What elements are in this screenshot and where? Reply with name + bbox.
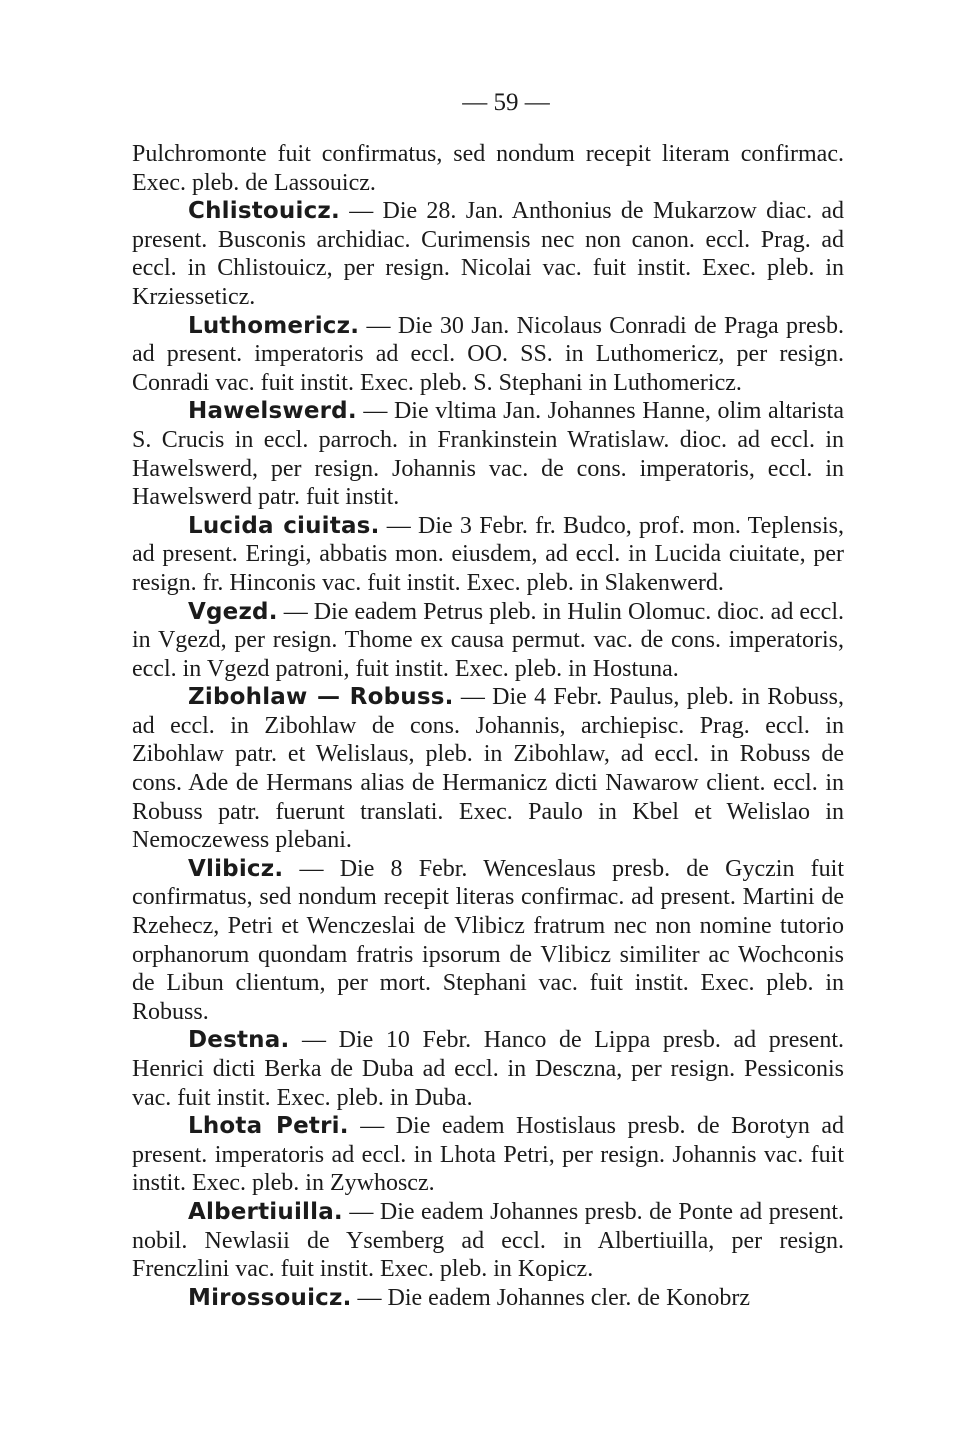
entry-vlibicz bbox=[132, 855, 844, 1027]
entry-continuation bbox=[132, 140, 844, 197]
entry-mirossouicz bbox=[132, 1284, 844, 1313]
entry-text: — Die 3 Febr. fr. Budco, prof. mon. Teplensis, ad present. Eringi, abbatis mon. eiusdem, ad eccl. in Lucida ciuitate, per resign. fr. Hinconis vac. fuit instit. Exec. pleb. in Slakenwerd. bbox=[132, 512, 844, 596]
entry-heading: Zibohlaw — Robuss. bbox=[188, 684, 454, 711]
page-number: — 59 — bbox=[462, 89, 550, 116]
entry-destna bbox=[132, 1026, 844, 1112]
entry-chlistouicz bbox=[132, 197, 844, 311]
entry-lhota-petri bbox=[132, 1112, 844, 1198]
entry-luthomericz bbox=[132, 312, 844, 398]
entry-vgezd bbox=[132, 598, 844, 684]
entry-text: Pulchromonte fuit confirmatus, sed nondum recepit literam confirmac. Exec. pleb. de Lassouicz. bbox=[132, 141, 844, 196]
entry-heading: Vgezd. bbox=[188, 598, 278, 625]
entry-text: — Die 8 Febr. Wenceslaus presb. de Gyczin fuit confirmatus, sed nondum recepit literas confirmac. ad present. Martini de Rzehecz, Petri et Wenczeslai de Vlibicz fratrum nec non nomine tutorio orphanorum quondam fratris ipsorum de Vlibicz similiter ac Wochconis de Libun clientum, per mort. Stephani vac. fuit instit. Exec. pleb. in Robuss. bbox=[132, 855, 844, 1025]
entry-text: — Die 4 Febr. Paulus, pleb. in Robuss, ad eccl. in Zibohlaw de cons. Johannis, archiepisc. Prag. eccl. in Zibohlaw patr. et Welislaus, pleb. in Zibohlaw, ad eccl. in Robuss de cons. Ade de Hermans alias de Hermanicz dicti Nawarow client. eccl. in Robuss patr. fuerunt translati. Exec. Paulo in Kbel et Welislao in Nemoczewess plebani. bbox=[132, 684, 844, 854]
entry-text: — Die eadem Johannes cler. de Konobrz bbox=[351, 1284, 751, 1311]
entry-heading: Hawelswerd. bbox=[188, 398, 357, 425]
entry-albertiuilla bbox=[132, 1198, 844, 1284]
entry-hawelswerd bbox=[132, 397, 844, 511]
entry-heading: Lhota Petri. bbox=[188, 1113, 349, 1140]
entry-text: — Die vltima Jan. Johannes Hanne, olim altarista S. Crucis in eccl. parroch. in Frankinstein Wratislaw. dioc. ad eccl. in Hawelswerd, per resign. Johannis vac. de cons. imperatoris, eccl. in Hawelswerd patr. fuit instit. bbox=[132, 398, 844, 511]
entry-heading: Albertiuilla. bbox=[188, 1198, 343, 1225]
entry-heading: Lucida ciuitas. bbox=[188, 512, 380, 539]
entry-heading: Mirossouicz. bbox=[188, 1284, 352, 1311]
entry-zibohlaw-robuss bbox=[132, 683, 844, 855]
entry-text: — Die 28. Jan. Anthonius de Mukarzow diac. ad present. Busconis archidiac. Curimensis nec non canon. eccl. Prag. ad eccl. in Chlistouicz, per resign. Nicolai vac. fuit instit. Exec. pleb. in Krziesseticz. bbox=[132, 198, 844, 310]
entry-text: — Die eadem Hostislaus presb. de Borotyn ad present. imperatoris ad eccl. in Lhota Petri, per resign. Johannis vac. fuit instit. Exec. pleb. in Zywhoscz. bbox=[132, 1113, 844, 1197]
entry-text: — Die 10 Febr. Hanco de Lippa presb. ad present. Henrici dicti Berka de Duba ad eccl. in Desczna, per resign. Pessiconis vac. fuit instit. Exec. pleb. in Duba. bbox=[132, 1027, 844, 1111]
entry-heading: Chlistouicz. bbox=[188, 198, 340, 225]
entry-text: — Die eadem Johannes presb. de Ponte ad present. nobil. Newlasii de Ysemberg ad eccl. in Albertiuilla, per resign. Frenczlini vac. fuit instit. Exec. pleb. in Kopicz. bbox=[132, 1198, 844, 1283]
entry-heading: Luthomericz. bbox=[188, 312, 360, 339]
entry-text: — Die 30 Jan. Nicolaus Conradi de Praga presb. ad present. imperatoris ad eccl. OO. SS. in Luthomericz, per resign. Conradi vac. fuit instit. Exec. pleb. S. Stephani in Luthomericz. bbox=[132, 312, 844, 396]
entry-heading: Destna. bbox=[188, 1027, 290, 1054]
entry-text: — Die eadem Petrus pleb. in Hulin Olomuc. dioc. ad eccl. in Vgezd, per resign. Thome ex causa permut. vac. de cons. imperatoris, eccl. in Vgezd patroni, fuit instit. Exec. pleb. in Hostuna. bbox=[132, 598, 844, 682]
entry-lucida-ciuitas bbox=[132, 512, 844, 598]
book-page bbox=[132, 88, 844, 1312]
entry-heading: Vlibicz. bbox=[188, 855, 284, 882]
